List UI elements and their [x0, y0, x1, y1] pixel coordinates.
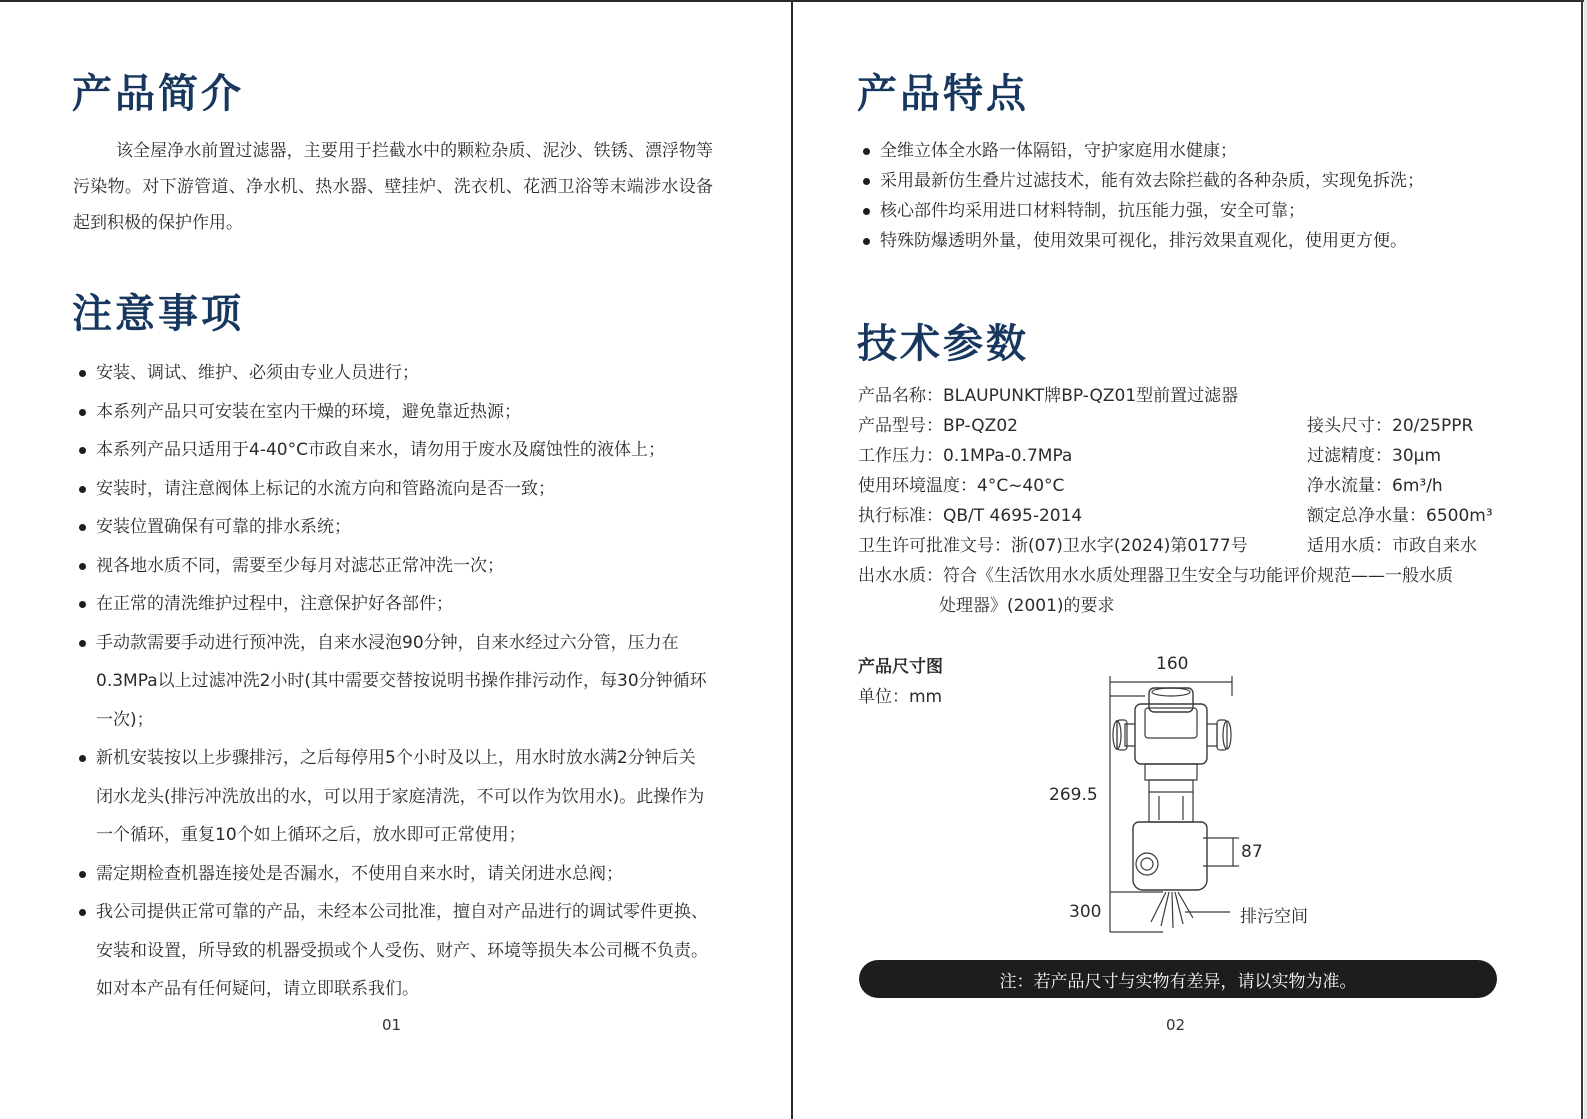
notes-item: 新机安装按以上步骤排污，之后每停用5个小时及以上，用水时放水满2分钟后关闭水龙头(排污冲洗放出的水，可以用于家庭清洗，不可以作为饮用水)。此操作为一个循环，重复10个如上循环之后，放水即可正常使用； [76, 739, 712, 855]
features-heading: 产品特点 [857, 71, 1029, 117]
spec-connector: 接头尺寸：20/25PPR [1307, 416, 1474, 436]
disclaimer-note-bar [859, 960, 1497, 998]
notes-item: 安装位置确保有可靠的排水系统； [76, 508, 712, 547]
notes-item: 视各地水质不同，需要至少每月对滤芯正常冲洗一次； [76, 547, 712, 586]
spec-water-source: 适用水质：市政自来水 [1307, 536, 1477, 556]
left-page [0, 0, 790, 1119]
notes-item: 在正常的清洗维护过程中，注意保护好各部件； [76, 585, 712, 624]
spec-product-name: 产品名称：BLAUPUNKT牌BP-QZ01型前置过滤器 [858, 386, 1239, 406]
dimension-clearance-label: 300 [1069, 902, 1102, 922]
spec-precision: 过滤精度：30μm [1307, 446, 1442, 466]
spec-temperature: 使用环境温度：4°C~40°C [858, 476, 1065, 496]
dimensions-unit: 单位：mm [858, 687, 943, 707]
intro-paragraph: 该全屋净水前置过滤器，主要用于拦截水中的颗粒杂质、泥沙、铁锈、漂浮物等污染物。对下游管道、净水机、热水器、壁挂炉、洗衣机、花洒卫浴等末端涉水设备起到积极的保护作用。 [73, 141, 713, 233]
dimension-lower-label: 87 [1241, 842, 1263, 862]
drain-space-label: 排污空间 [1240, 907, 1308, 927]
spec-pressure: 工作压力：0.1MPa-0.7MPa [858, 446, 1073, 466]
spec-output-quality: 出水水质：符合《生活饮用水水质处理器卫生安全与功能评价规范——一般水质 [858, 566, 1453, 586]
features-item: 特殊防爆透明外量，使用效果可视化，排污效果直观化，使用更方便。 [860, 226, 1550, 256]
specs-heading: 技术参数 [857, 321, 1029, 367]
features-item: 核心部件均采用进口材料特制，抗压能力强，安全可靠； [860, 196, 1550, 226]
disclaimer-note-text: 注：若产品尺寸与实物有差异，请以实物为准。 [999, 971, 1357, 992]
spec-capacity: 额定总净水量：6500m³ [1307, 506, 1493, 526]
features-list [860, 136, 1550, 256]
spec-standard: 执行标准：QB/T 4695-2014 [858, 506, 1083, 526]
notes-item: 需定期检查机器连接处是否漏水，不使用自来水时，请关闭进水总阀； [76, 855, 712, 894]
spec-license: 卫生许可批准文号：浙(07)卫水字(2024)第0177号 [858, 536, 1248, 556]
notes-item: 手动款需要手动进行预冲洗，自来水浸泡90分钟，自来水经过六分管，压力在0.3MPa以上过滤冲洗2小时(其中需要交替按说明书操作排污动作，每30分钟循环一次)； [76, 624, 712, 740]
dimensions-title: 产品尺寸图 [858, 657, 943, 677]
notes-item: 安装时，请注意阀体上标记的水流方向和管路流向是否一致； [76, 470, 712, 509]
dimension-width-label: 160 [1156, 654, 1189, 674]
notes-item: 本系列产品只适用于4-40°C市政自来水，请勿用于废水及腐蚀性的液体上； [76, 431, 712, 470]
notes-heading: 注意事项 [72, 291, 244, 337]
right-page [793, 0, 1581, 1119]
page-number: 02 [1166, 1016, 1186, 1034]
features-item: 全维立体全水路一体隔铅，守护家庭用水健康； [860, 136, 1550, 166]
intro-heading: 产品简介 [72, 71, 244, 117]
dimension-height-label: 269.5 [1049, 785, 1098, 805]
page-frame-right [1581, 0, 1583, 1119]
notes-item: 本系列产品只可安装在室内干燥的环境，避免靠近热源； [76, 393, 712, 432]
notes-list [76, 354, 712, 1009]
page-number: 01 [382, 1016, 402, 1034]
spec-output-quality-cont: 处理器》(2001)的要求 [939, 596, 1115, 616]
notes-item: 安装、调试、维护、必须由专业人员进行； [76, 354, 712, 393]
spec-flow: 净水流量：6m³/h [1307, 476, 1443, 496]
features-item: 采用最新仿生叠片过滤技术，能有效去除拦截的各种杂质，实现免拆洗； [860, 166, 1550, 196]
notes-item: 我公司提供正常可靠的产品，未经本公司批准，擅自对产品进行的调试零件更换、安装和设置，所导致的机器受损或个人受伤、财产、环境等损失本公司概不负责。如对本产品有任何疑问，请立即联系我们。 [76, 893, 712, 1009]
spec-model: 产品型号：BP-QZ02 [858, 416, 1018, 436]
